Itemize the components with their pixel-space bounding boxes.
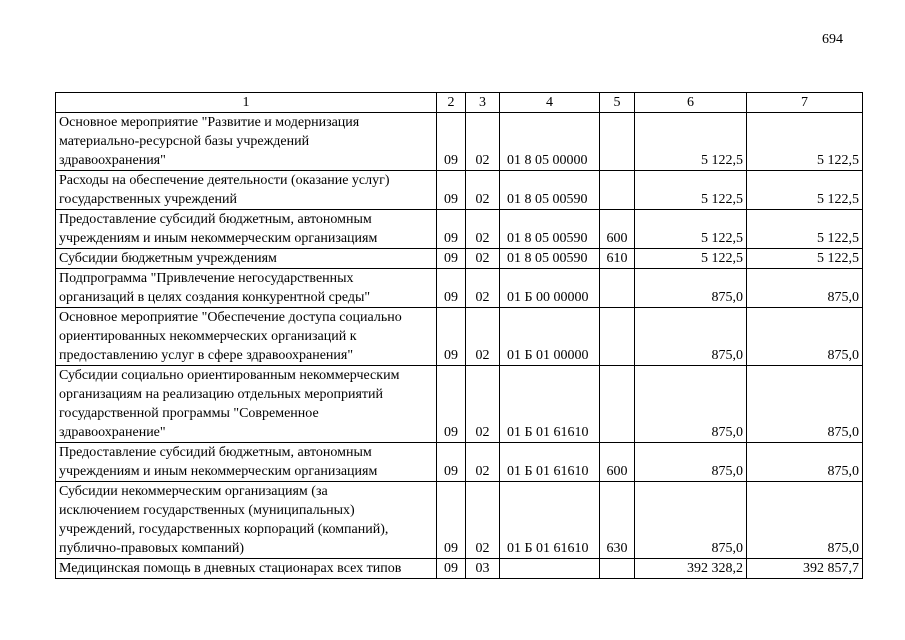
amount-col7-cell: 875,0 bbox=[747, 366, 863, 443]
amount-col6-cell: 5 122,5 bbox=[635, 113, 747, 171]
section-code-cell: 09 bbox=[437, 210, 466, 249]
expense-type-cell bbox=[600, 269, 635, 308]
subsection-code-cell: 02 bbox=[466, 249, 500, 269]
section-code-cell: 09 bbox=[437, 443, 466, 482]
item-name-cell: Основное мероприятие "Развитие и модернизация материально-ресурсной базы учреждений здравоохранения" bbox=[56, 113, 437, 171]
section-code-cell: 09 bbox=[437, 559, 466, 579]
header-cell: 2 bbox=[437, 93, 466, 113]
item-name-cell: Медицинская помощь в дневных стационарах всех типов bbox=[56, 559, 437, 579]
header-cell: 6 bbox=[635, 93, 747, 113]
subsection-code-cell: 02 bbox=[466, 269, 500, 308]
section-code-cell: 09 bbox=[437, 366, 466, 443]
amount-col6-cell: 392 328,2 bbox=[635, 559, 747, 579]
target-article-cell bbox=[500, 559, 600, 579]
target-article-cell: 01 Б 01 61610 bbox=[500, 366, 600, 443]
table-row bbox=[56, 249, 863, 269]
header-row bbox=[56, 93, 863, 113]
amount-col7-cell: 5 122,5 bbox=[747, 171, 863, 210]
amount-col6-cell: 875,0 bbox=[635, 443, 747, 482]
expense-type-cell: 630 bbox=[600, 482, 635, 559]
header-cell: 4 bbox=[500, 93, 600, 113]
subsection-code-cell: 02 bbox=[466, 482, 500, 559]
table-row bbox=[56, 308, 863, 366]
target-article-cell: 01 8 05 00590 bbox=[500, 171, 600, 210]
section-code-cell: 09 bbox=[437, 249, 466, 269]
amount-col6-cell: 5 122,5 bbox=[635, 249, 747, 269]
amount-col6-cell: 875,0 bbox=[635, 308, 747, 366]
subsection-code-cell: 02 bbox=[466, 210, 500, 249]
expense-type-cell bbox=[600, 366, 635, 443]
expense-type-cell bbox=[600, 171, 635, 210]
expense-type-cell: 600 bbox=[600, 443, 635, 482]
item-name-cell: Предоставление субсидий бюджетным, автономным учреждениям и иным некоммерческим организациям bbox=[56, 210, 437, 249]
expense-type-cell bbox=[600, 308, 635, 366]
item-name-cell: Расходы на обеспечение деятельности (оказание услуг) государственных учреждений bbox=[56, 171, 437, 210]
table-row bbox=[56, 210, 863, 249]
amount-col6-cell: 5 122,5 bbox=[635, 210, 747, 249]
section-code-cell: 09 bbox=[437, 171, 466, 210]
item-name-cell: Подпрограмма "Привлечение негосударственных организаций в целях создания конкурентной среды" bbox=[56, 269, 437, 308]
expense-type-cell: 600 bbox=[600, 210, 635, 249]
table-row bbox=[56, 171, 863, 210]
amount-col7-cell: 5 122,5 bbox=[747, 210, 863, 249]
table-row bbox=[56, 482, 863, 559]
table-row bbox=[56, 559, 863, 579]
target-article-cell: 01 Б 00 00000 bbox=[500, 269, 600, 308]
target-article-cell: 01 8 05 00000 bbox=[500, 113, 600, 171]
target-article-cell: 01 Б 01 61610 bbox=[500, 443, 600, 482]
subsection-code-cell: 02 bbox=[466, 308, 500, 366]
header-cell: 1 bbox=[56, 93, 437, 113]
table-row bbox=[56, 113, 863, 171]
header-cell: 5 bbox=[600, 93, 635, 113]
page-number: 694 bbox=[822, 32, 843, 47]
section-code-cell: 09 bbox=[437, 308, 466, 366]
expense-type-cell bbox=[600, 559, 635, 579]
amount-col7-cell: 392 857,7 bbox=[747, 559, 863, 579]
target-article-cell: 01 Б 01 00000 bbox=[500, 308, 600, 366]
amount-col7-cell: 875,0 bbox=[747, 269, 863, 308]
amount-col6-cell: 875,0 bbox=[635, 269, 747, 308]
amount-col6-cell: 5 122,5 bbox=[635, 171, 747, 210]
table-row bbox=[56, 269, 863, 308]
item-name-cell: Субсидии социально ориентированным некоммерческим организациям на реализацию отдельных мероприятий государственной программы "Современное здравоохранение" bbox=[56, 366, 437, 443]
subsection-code-cell: 02 bbox=[466, 113, 500, 171]
item-name-cell: Предоставление субсидий бюджетным, автономным учреждениям и иным некоммерческим организациям bbox=[56, 443, 437, 482]
item-name-cell: Субсидии бюджетным учреждениям bbox=[56, 249, 437, 269]
amount-col7-cell: 875,0 bbox=[747, 482, 863, 559]
amount-col6-cell: 875,0 bbox=[635, 366, 747, 443]
amount-col6-cell: 875,0 bbox=[635, 482, 747, 559]
subsection-code-cell: 02 bbox=[466, 366, 500, 443]
header-cell: 3 bbox=[466, 93, 500, 113]
amount-col7-cell: 5 122,5 bbox=[747, 113, 863, 171]
target-article-cell: 01 8 05 00590 bbox=[500, 210, 600, 249]
section-code-cell: 09 bbox=[437, 269, 466, 308]
amount-col7-cell: 875,0 bbox=[747, 308, 863, 366]
target-article-cell: 01 Б 01 61610 bbox=[500, 482, 600, 559]
budget-table bbox=[55, 92, 863, 579]
expense-type-cell bbox=[600, 113, 635, 171]
table-row bbox=[56, 443, 863, 482]
subsection-code-cell: 02 bbox=[466, 443, 500, 482]
subsection-code-cell: 02 bbox=[466, 171, 500, 210]
amount-col7-cell: 5 122,5 bbox=[747, 249, 863, 269]
subsection-code-cell: 03 bbox=[466, 559, 500, 579]
amount-col7-cell: 875,0 bbox=[747, 443, 863, 482]
section-code-cell: 09 bbox=[437, 113, 466, 171]
item-name-cell: Основное мероприятие "Обеспечение доступа социально ориентированных некоммерческих организаций к предоставлению услуг в сфере здравоохранения" bbox=[56, 308, 437, 366]
header-cell: 7 bbox=[747, 93, 863, 113]
expense-type-cell: 610 bbox=[600, 249, 635, 269]
table-row bbox=[56, 366, 863, 443]
item-name-cell: Субсидии некоммерческим организациям (за исключением государственных (муниципальных) учреждений, государственных корпораций (компаний), публично-правовых компаний) bbox=[56, 482, 437, 559]
section-code-cell: 09 bbox=[437, 482, 466, 559]
target-article-cell: 01 8 05 00590 bbox=[500, 249, 600, 269]
